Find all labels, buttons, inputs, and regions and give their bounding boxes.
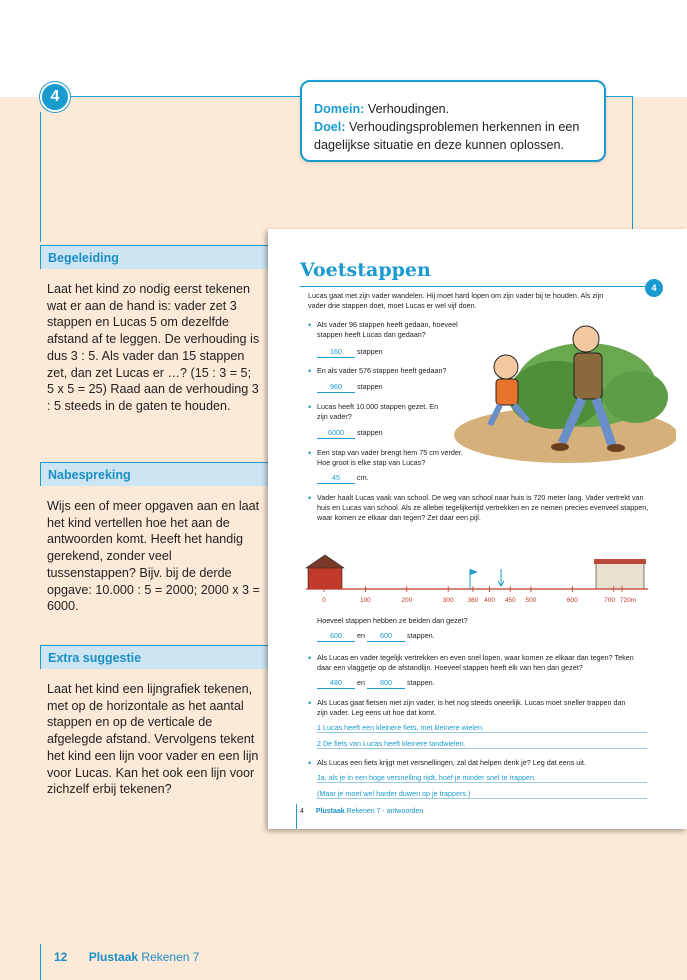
section-nabespreking — [40, 462, 268, 615]
worksheet-page-number: 4 — [300, 808, 304, 815]
worksheet-footer-brand: Plustaak — [315, 808, 345, 815]
question-1 — [317, 320, 467, 340]
worksheet-intro: Lucas gaat met zijn vader wandelen. Hij moet hard lopen om zijn vader bij te houden. Als zijn vader drie stappen doet, moet Lucas er wel vijf doen. — [308, 291, 604, 310]
answer-row-1 — [317, 347, 383, 358]
father-head — [573, 326, 599, 352]
school-roof — [594, 559, 646, 564]
worksheet-footer — [300, 808, 423, 815]
frame-line-right — [632, 96, 633, 230]
answer-3-unit: stappen — [357, 428, 383, 437]
lesson-number: 4 — [50, 88, 60, 105]
section-text-extra: Laat het kind een lijngrafiek tekenen, met op de horizontale as het aantal stappen en op de verticale de afgelegde afstand. Vervolgens tekent het kind een lijn voor vader en een lijn voor Lucas. Kan het ook een lijn voor zichzelf erbij tekenen? — [47, 682, 259, 797]
question-3 — [317, 402, 447, 422]
question-5-text: Vader haalt Lucas vaak van school. De weg van school naar huis is 720 meter lang. Vader vertrekt van huis en Lucas van school. Als ze allebei tegelijkertijd vertrekken en ze nemen precies evenveel stappen, waar komen ze elkaar dan tegen? Zet daar een pijl. — [317, 493, 649, 522]
answer-6-unit: stappen. — [407, 631, 435, 640]
goal-value: Verhoudingsproblemen herkennen in een dagelijkse situatie en deze kunnen oplossen. — [314, 120, 580, 152]
number-line-tick-label: 360 — [467, 597, 479, 604]
answer-row-7 — [317, 678, 435, 689]
answer-row-4 — [317, 473, 369, 484]
footer-subtitle: Rekenen 7 — [141, 950, 200, 964]
section-text-nabespreking: Wijs een of meer opgaven aan en laat het kind vertellen hoe het aan de antwoorden komt. Heeft het handig gerekend, zonder veel tussenstappen? Bijv. bij de derde opgave: 10.000 : 5 = 2000; 2000 x 3 = 6000. — [47, 499, 260, 614]
question-7-text: Als Lucas en vader tegelijk vertrekken en even snel lopen, waar komen ze elkaar dan tegen? Teken daar een vlaggetje op de afstandlijn. Hoeveel stappen heeft elk van hen dan gezet? — [317, 653, 634, 672]
father-shoe-left — [551, 443, 569, 451]
question-7 — [317, 653, 637, 673]
domain-goal-box — [300, 80, 606, 162]
house-roof — [306, 555, 344, 568]
answer-4: 45 — [317, 473, 355, 484]
footer-brand: Plustaak — [88, 950, 139, 964]
section-title-begeleiding: Begeleiding — [40, 245, 268, 269]
footer-divider — [40, 944, 41, 980]
number-line-tick-label: 450 — [504, 597, 516, 604]
school-icon — [596, 561, 644, 589]
bush-right — [604, 371, 668, 423]
frame-line-top — [70, 96, 300, 97]
worksheet-page — [268, 229, 687, 829]
answer-8-line-2: 2 De fiets van Lucas heeft kleinere tandwielen. — [317, 739, 647, 749]
question-9-text: Als Lucas een fiets krijgt met versnellingen, zal dat helpen denk je? Leg dat eens uit. — [317, 758, 586, 767]
frame-line-left — [40, 112, 41, 242]
page-footer — [54, 950, 199, 964]
question-9 — [317, 758, 637, 768]
lesson-number-badge — [40, 82, 70, 112]
answer-2-unit: stappen — [357, 382, 383, 391]
number-line-tick-label: 720m — [619, 597, 637, 604]
question-8 — [317, 698, 637, 718]
page-number: 12 — [54, 950, 68, 964]
answer-8-line-1: 1 Lucas heeft een kleinere fiets, met kleinere wielen. — [317, 723, 647, 733]
number-line-tick-label: 100 — [359, 597, 371, 604]
answer-2: 960 — [317, 382, 355, 393]
section-title-extra: Extra suggestie — [40, 645, 268, 669]
answer-9-line-2: (Maar je moet wel harder duwen op je trappers.) — [317, 789, 647, 799]
question-2-text: En als vader 576 stappen heeft gedaan? — [317, 366, 447, 375]
house-icon — [308, 567, 342, 589]
worksheet-badge: 4 — [645, 279, 663, 297]
worksheet-title-rule — [300, 286, 651, 287]
question-2 — [317, 366, 467, 376]
number-line-tick-label: 400 — [484, 597, 495, 604]
answer-9-line-1: Ja, als je in een hoge versnelling rijdt, hoef je minder snel te trappen. — [317, 773, 647, 783]
number-line-tick-label: 300 — [442, 597, 454, 604]
answer-row-2 — [317, 382, 383, 393]
section-title-nabespreking: Nabespreking — [40, 462, 268, 486]
answer-1: 160 — [317, 347, 355, 358]
number-line-tick-label: 200 — [401, 597, 413, 604]
distance-number-line — [304, 551, 664, 611]
number-line-tick-label: 500 — [525, 597, 537, 604]
section-begeleiding — [40, 245, 268, 415]
domain-label: Domein: — [314, 102, 365, 116]
meeting-arrow-icon — [498, 569, 504, 586]
section-extra-suggestie — [40, 645, 268, 798]
answer-6-mid: en — [357, 631, 365, 640]
section-text-begeleiding: Laat het kind zo nodig eerst tekenen wat er aan de hand is: vader zet 3 stappen en Lucas 5 om dezelfde afstand af te leggen. De verhouding is dus 3 : 5. Als vader dan 15 stappen zet, dan zet Lucas er …? (15 : 3 = 5; 5 x 5 = 25) Raad aan de verhouding 3 : 5 steeds in de gaten te houden. — [47, 282, 260, 413]
answer-6a: 600 — [317, 631, 355, 642]
worksheet-footer-subtitle: Rekenen 7 - antwoorden — [346, 808, 424, 815]
frame-line-top-right — [606, 96, 633, 97]
boy-head — [494, 355, 518, 379]
question-6-text: Hoeveel stappen hebben ze beiden dan gezet? — [317, 616, 468, 625]
question-8-text: Als Lucas gaat fietsen met zijn vader, is het nog steeds oneerlijk. Lucas moet sneller trappen dan zijn vader. Leg eens uit hoe dat komt. — [317, 698, 626, 717]
answer-row-6 — [317, 631, 435, 642]
question-5 — [317, 493, 657, 523]
answer-3: 6000 — [317, 428, 355, 439]
question-3-text: Lucas heeft 10.000 stappen gezet. En zijn vader? — [317, 402, 439, 421]
number-line-tick-label: 700 — [604, 597, 616, 604]
answer-7-mid: en — [357, 678, 365, 687]
answer-row-3 — [317, 428, 383, 439]
father-body — [574, 353, 602, 399]
flag-icon — [470, 569, 478, 575]
number-line-tick-label: 0 — [322, 597, 326, 604]
answer-4-unit: cm. — [357, 473, 369, 482]
boy-body — [496, 379, 518, 405]
domain-value: Verhoudingen. — [367, 102, 450, 116]
question-6 — [317, 616, 617, 626]
worksheet-title: Voetstappen — [300, 259, 431, 281]
father-shoe-right — [607, 444, 625, 452]
walking-illustration — [436, 317, 676, 467]
worksheet-footer-divider — [296, 804, 297, 829]
answer-7-unit: stappen. — [407, 678, 435, 687]
answer-1-unit: stappen — [357, 347, 383, 356]
answer-7a: 480 — [317, 678, 355, 689]
question-1-text: Als vader 96 stappen heeft gedaan, hoeveel stappen heeft Lucas dan gedaan? — [317, 320, 458, 339]
answer-6b: 600 — [367, 631, 405, 642]
answer-7b: 800 — [367, 678, 405, 689]
number-line-tick-label: 600 — [566, 597, 578, 604]
goal-label: Doel: — [314, 120, 346, 134]
question-4-text: Een stap van vader brengt hem 75 cm verder. Hoe groot is elke stap van Lucas? — [317, 448, 463, 467]
question-4 — [317, 448, 467, 468]
